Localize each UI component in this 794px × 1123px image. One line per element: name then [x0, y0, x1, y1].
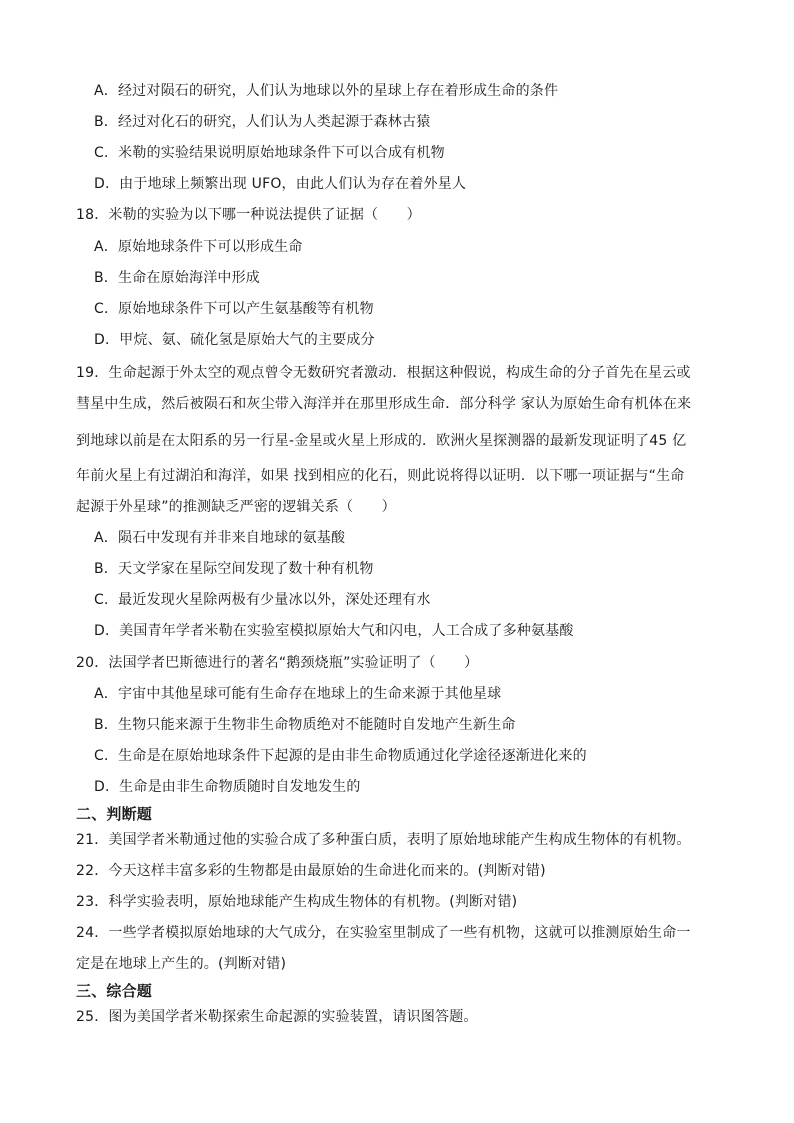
q17-option-b: B．经过对化石的研究，人们认为人类起源于森林古猿: [94, 114, 431, 130]
q25-text: 25．图为美国学者米勒探索生命起源的实验装置，请识图答题。: [76, 1009, 478, 1025]
q22-text: 22．今天这样丰富多彩的生物都是由最原始的生命进化而来的。(判断对错): [76, 863, 546, 879]
q20-option-b: B．生物只能来源于生物非生命物质绝对不能随时自发地产生新生命: [94, 717, 516, 733]
q19-stem-line-4: 年前火星上有过湖泊和海洋，如果 找到相应的化石，则此说将得以证明．以下哪一项证据与“生命: [76, 468, 685, 484]
q21-text: 21．美国学者米勒通过他的实验合成了多种蛋白质，表明了原始地球能产生构成生物体的有机物。: [76, 832, 691, 848]
q19-stem-line-5: 起源于外星球”的推测缺乏严密的逻辑关系（ ）: [76, 499, 396, 515]
q20-option-d: D．生命是由非生命物质随时自发地发生的: [94, 779, 361, 795]
q20-option-a: A．宇宙中其他星球可能有生命存在地球上的生命来源于其他星球: [94, 686, 502, 702]
q19-option-c: C．最近发现火星除两极有少量冰以外，深处还理有水: [94, 592, 431, 608]
q24-line-1: 24．一些学者模拟原始地球的大气成分，在实验室里制成了一些有机物，这就可以推测原始生命一: [76, 925, 691, 941]
q18-option-a: A．原始地球条件下可以形成生命: [94, 239, 303, 255]
q18-option-b: B．生命在原始海洋中形成: [94, 270, 261, 286]
q19-option-d: D．美国青年学者米勒在实验室模拟原始大气和闪电，人工合成了多种氨基酸: [94, 623, 574, 639]
q20-stem: 20．法国学者巴斯德进行的著名“鹅颈烧瓶”实验证明了（ ）: [76, 655, 479, 671]
q19-option-a: A．陨石中发现有并非来自地球的氨基酸: [94, 530, 346, 546]
q19-stem-line-3: 到地球以前是在太阳系的另一行星-金星或火星上形成的．欧洲火星探测器的最新发现证明了45 亿: [76, 433, 687, 449]
section-2-title: 二、判断题: [76, 805, 153, 823]
q19-stem-line-2: 彗星中生成，然后被陨石和灰尘带入海洋并在那里形成生命．部分科学 家认为原始生命有机体在来: [76, 396, 692, 412]
q17-option-c: C．米勒的实验结果说明原始地球条件下可以合成有机物: [94, 145, 445, 161]
q20-option-c: C．生命是在原始地球条件下起源的是由非生命物质通过化学途径逐渐进化来的: [94, 748, 587, 764]
q23-text: 23．科学实验表明，原始地球能产生构成生物体的有机物。(判断对错): [76, 894, 518, 910]
q19-stem-line-1: 19．生命起源于外太空的观点曾令无数研究者激动．根据这种假说，构成生命的分子首先在星云或: [76, 365, 691, 381]
q17-option-a: A．经过对陨石的研究，人们认为地球以外的星球上存在着形成生命的条件: [94, 83, 559, 99]
q24-line-2: 定是在地球上产生的。(判断对错): [76, 956, 287, 972]
q18-stem: 18．米勒的实验为以下哪一种说法提供了证据（ ）: [76, 207, 421, 223]
q18-option-d: D．甲烷、氨、硫化氢是原始大气的主要成分: [94, 332, 375, 348]
q18-option-c: C．原始地球条件下可以产生氨基酸等有机物: [94, 301, 374, 317]
section-3-title: 三、综合题: [76, 982, 153, 1000]
q19-option-b: B．天文学家在星际空间发现了数十种有机物: [94, 561, 374, 577]
q17-option-d: D．由于地球上频繁出现 UFO，由此人们认为存在着外星人: [94, 176, 467, 192]
